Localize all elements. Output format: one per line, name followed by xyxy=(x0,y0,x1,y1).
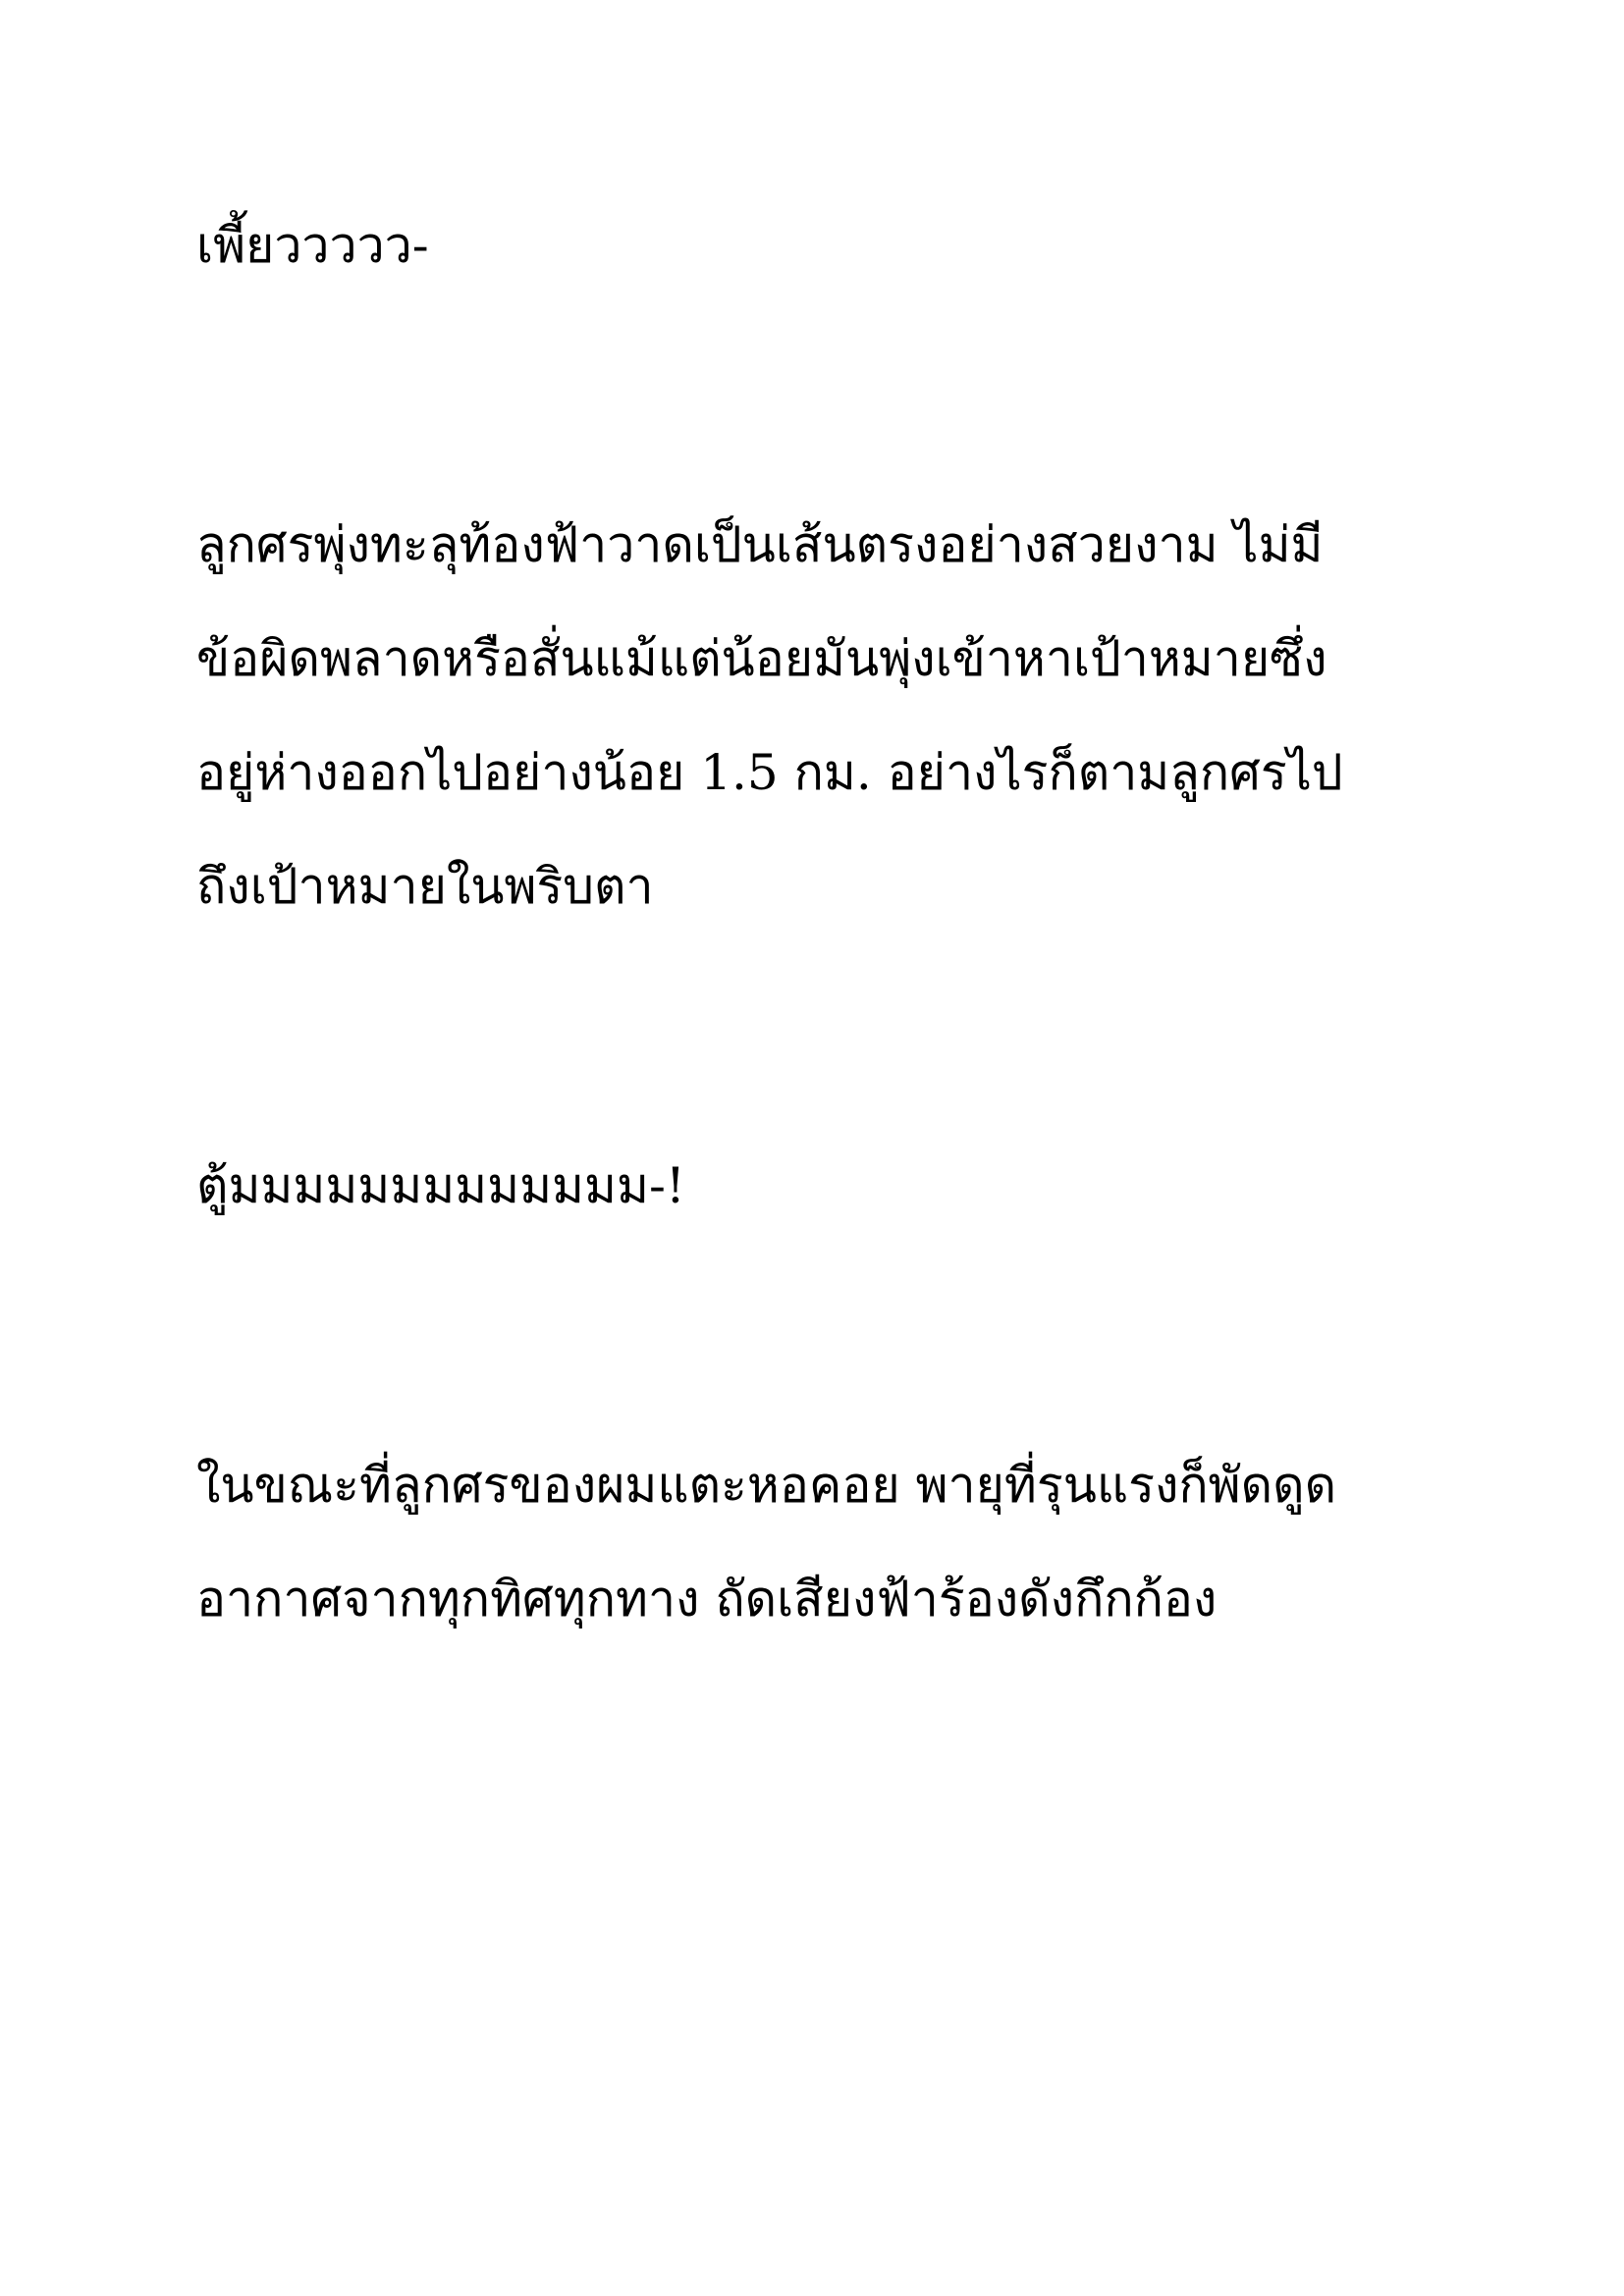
paragraph-3-line-1: ตู้มมมมมมมมมมมมม-! xyxy=(196,1157,685,1214)
paragraph-4-line-2: อากาศจากทุกทิศทุกทาง ถัดเสียงฟ้าร้องดังกึกก้อง xyxy=(196,1571,1218,1628)
paragraph-2-line-2: ข้อผิดพลาดหรือสั่นแม้แต่น้อยมันพุ่งเข้าหาเป้าหมายซึ่ง xyxy=(196,630,1327,687)
paragraph-2-line-4: ถึงเป้าหมายในพริบตา xyxy=(196,858,654,915)
paragraph-1-line-1: เพี้ยววววว- xyxy=(196,217,429,274)
paragraph-2-line-3: อยู่ห่างออกไปอย่างน้อย 1.5 กม. อย่างไรก็ตามลูกศรไป xyxy=(196,744,1343,801)
paragraph-4-line-1: ในขณะที่ลูกศรของผมแตะหอคอย พายุที่รุนแรงก็พัดดูด xyxy=(196,1457,1337,1514)
paragraph-2-line-1: ลูกศรพุ่งทะลุท้องฟ้าวาดเป็นเส้นตรงอย่างสวยงาม ไม่มี xyxy=(196,516,1324,573)
